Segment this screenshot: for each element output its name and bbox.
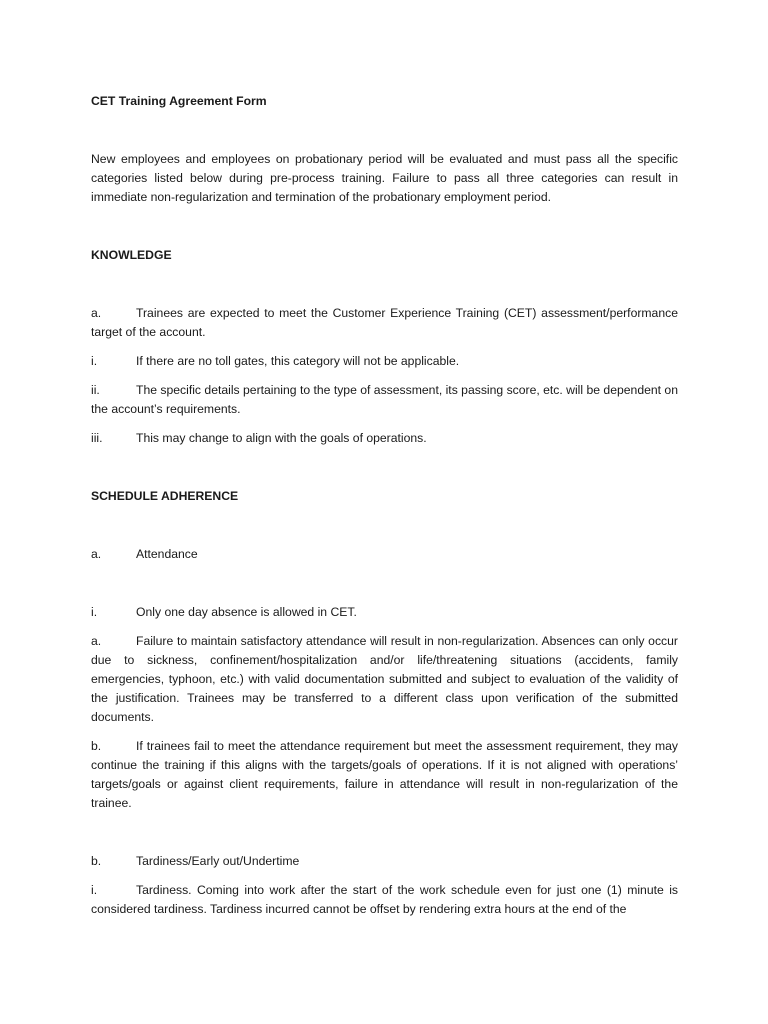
list-marker: b. — [91, 739, 102, 753]
list-item-text: Only one day absence is allowed in CET. — [136, 605, 357, 619]
tardiness-item-i — [91, 881, 678, 919]
list-marker: ii. — [91, 383, 100, 397]
knowledge-item-a — [91, 304, 678, 342]
list-item-text: Failure to maintain satisfactory attendance will result in non-regularization. Absences can only occur due to sickness, confinement/hospitalization and/or life/threatening situations (accidents, family emergencies, typhoon, etc.) with valid documentation submitted and subject to evaluation of the validity of the justification. Trainees may be transferred to a different class upon verification of the submitted documents. — [91, 634, 678, 724]
list-item-text: If trainees fail to meet the attendance requirement but meet the assessment requirement, they may continue the training if this aligns with the targets/goals of operations. If it is not aligned with operations’ targets/goals or against client requirements, failure in attendance will result in non-regularization of the trainee. — [91, 739, 678, 810]
list-item-text: Attendance — [136, 547, 198, 561]
document-body — [91, 92, 678, 919]
attendance-item-b — [91, 737, 678, 813]
intro-paragraph: New employees and employees on probationary period will be evaluated and must pass all the specific categories listed below during pre-process training. Failure to pass all three categories can result in immediate non-regularization and termination of the probationary employment period. — [91, 152, 678, 204]
list-item-text: Tardiness. Coming into work after the start of the work schedule even for just one (1) minute is considered tardiness. Tardiness incurred cannot be offset by rendering extra hours at the end of the — [91, 883, 678, 916]
list-marker: b. — [91, 854, 102, 868]
list-item-text: This may change to align with the goals of operations. — [136, 431, 427, 445]
list-marker: iii. — [91, 431, 103, 445]
list-marker: i. — [91, 883, 98, 897]
knowledge-heading: KNOWLEDGE — [91, 248, 172, 262]
list-marker: a. — [91, 306, 102, 320]
knowledge-item-iii — [91, 429, 678, 448]
list-item-text: Trainees are expected to meet the Customer Experience Training (CET) assessment/performance target of the account. — [91, 306, 678, 339]
schedule-heading: SCHEDULE ADHERENCE — [91, 489, 239, 503]
tardiness-subheading — [91, 852, 678, 871]
list-item-text: The specific details pertaining to the type of assessment, its passing score, etc. will be dependent on the account’s requirements. — [91, 383, 678, 416]
attendance-item-a — [91, 632, 678, 727]
attendance-subheading — [91, 545, 678, 564]
knowledge-item-i — [91, 352, 678, 371]
list-marker: a. — [91, 634, 102, 648]
knowledge-item-ii — [91, 381, 678, 419]
attendance-item-i — [91, 603, 678, 622]
list-marker: i. — [91, 354, 98, 368]
list-item-text: If there are no toll gates, this category will not be applicable. — [136, 354, 460, 368]
list-marker: a. — [91, 547, 102, 561]
list-item-text: Tardiness/Early out/Undertime — [136, 854, 300, 868]
list-marker: i. — [91, 605, 98, 619]
document-title: CET Training Agreement Form — [91, 94, 267, 108]
